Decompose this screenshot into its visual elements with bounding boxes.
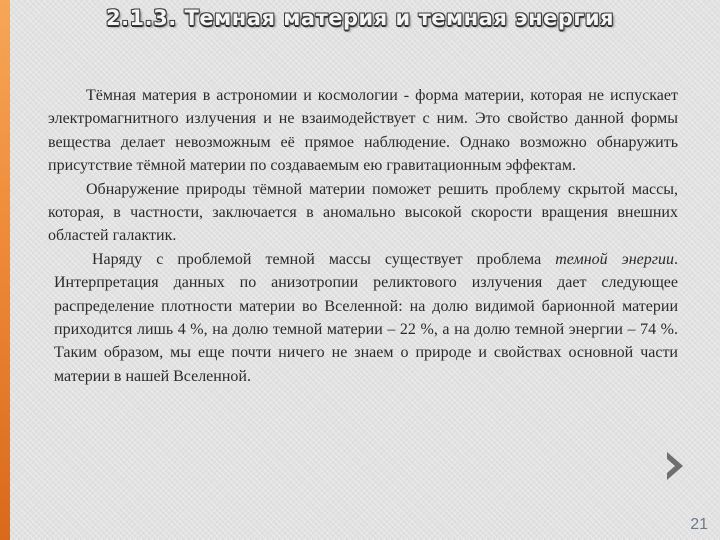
paragraph-dark-energy	[48, 248, 678, 388]
accent-bar	[0, 0, 10, 540]
body-text	[48, 84, 678, 388]
paragraph-dark-matter: Тёмная материя в астрономии и космологии - форма материи, которая не испускает электромагнитного излучения и не взаимодействует с ним. Это свойство данной формы вещества делает невозможным её прямое наблюдение. Однако возможно обнаружить присутствие тёмной материи по создаваемым ею гравитационным эффектам.	[48, 87, 678, 175]
dark-energy-text-end: . Интерпретация данных по анизотропии реликтового излучения дает следующее распределение плотности материи во Вселенной: на долю видимой барионной материи приходится лишь 4 %, на долю темной материи – 22 %, а на долю темной энергии – 74 %. Таким образом, мы еще почти ничего не знаем о природе и свойствах основной части материи в нашей Вселенной.	[54, 250, 678, 385]
chevron-right-icon[interactable]	[664, 450, 686, 482]
dark-energy-term: темной энергии	[555, 250, 674, 268]
slide-title: 2.1.3. Темная материя и темная энергия	[105, 6, 615, 30]
page-number: 21	[690, 516, 708, 533]
dark-energy-text-start: Наряду с проблемой темной массы существует проблема	[92, 250, 556, 268]
paragraph-hidden-mass: Обнаружение природы тёмной материи поможет решить проблему скрытой массы, которая, в частности, заключается в аномально высокой скорости вращения внешних областей галактик.	[48, 180, 678, 245]
